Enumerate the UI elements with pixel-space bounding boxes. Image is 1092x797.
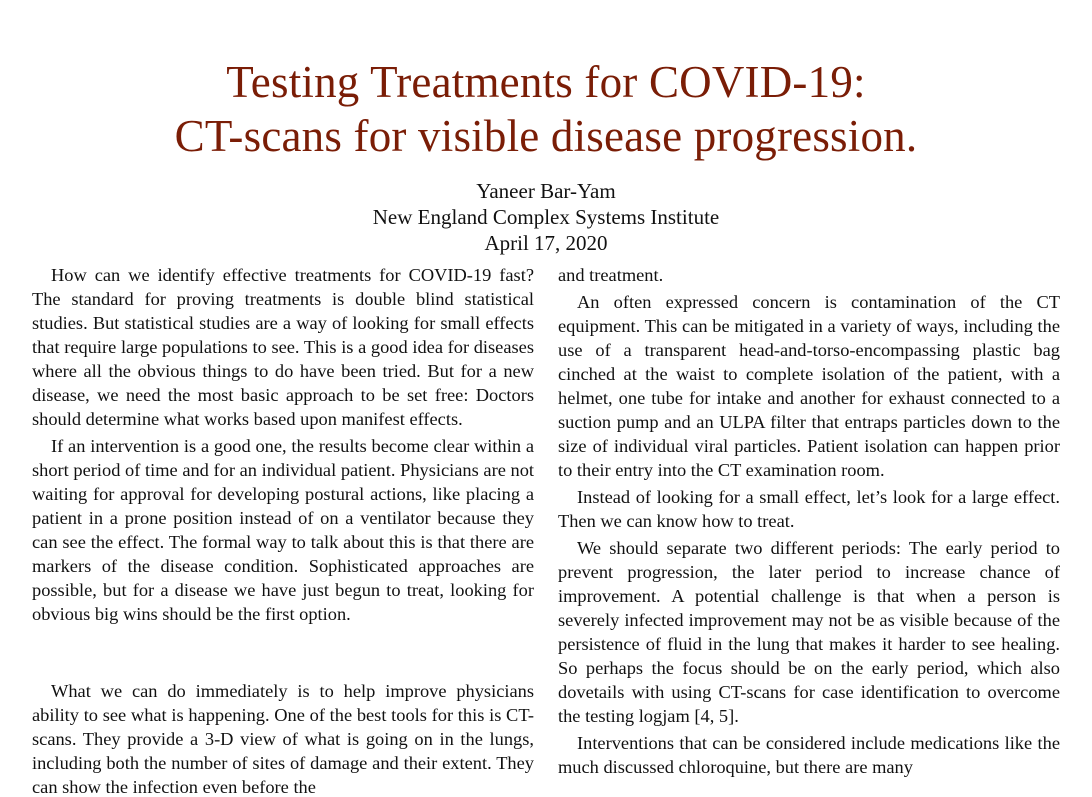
left-paragraph-1: How can we identify effective treatments for COVID-19 fast? The standard for proving treatments is double blind statistical studies. But statistical studies are a way of looking for small effects that require large populations to see. This is a good idea for diseases where all the obvious things to do have been tried. But for a new disease, we need the most basic approach to be set free: Doctors should determine what works based upon manifest effects.	[32, 265, 534, 429]
left-column-top	[32, 263, 534, 665]
right-column-clip	[558, 263, 1060, 797]
right-paragraph-2: Instead of looking for a small effect, let’s look for a large effect. Then we can know how to treat.	[558, 487, 1060, 531]
left-column-continued	[32, 679, 534, 797]
right-paragraph-0: and treatment.	[558, 265, 664, 285]
right-column	[558, 263, 1060, 779]
left-column-bottom	[32, 679, 534, 797]
right-paragraph-1: An often expressed concern is contamination of the CT equipment. This can be mitigated in a variety of ways, including the use of a transparent head-and-torso-encompassing plastic bag cinched at the waist to complete isolation of the patient, with a helmet, one tube for intake and another for exhaust connected to a suction pump and an ULPA filter that entraps particles down to the size of individual viral particles. Patient isolation can happen prior to their entry into the CT examination room.	[558, 292, 1060, 480]
left-paragraph-2: If an intervention is a good one, the results become clear within a short period of time and for an individual patient. Physicians are not waiting for approval for developing postural actions, like placing a patient in a prone position instead of on a ventilator because they can see the effect. The formal way to talk about this is that there are markers of the disease condition. Sophisticated approaches are possible, but for a disease we have just begun to treat, looking for obvious big wins should be the first option.	[32, 436, 534, 624]
right-paragraph-3: We should separate two different periods: The early period to prevent progression, the later period to increase chance of improvement. A potential challenge is that when a person is severely infected improvement may not be as visible because of the persistence of fluid in the lung that makes it harder to see healing. So perhaps the focus should be on the early period, which also dovetails with using CT-scans for case identification to overcome the testing logjam [4, 5].	[558, 538, 1060, 726]
author-name: Yaneer Bar-Yam	[476, 179, 616, 203]
paper-title	[0, 55, 1092, 163]
author-affiliation: New England Complex Systems Institute	[372, 205, 720, 229]
right-paragraph-4: Interventions that can be considered include medications like the much discussed chloroquine, but there are many	[558, 733, 1060, 777]
title-line-2: CT-scans for visible disease progression.	[174, 111, 918, 161]
title-line-1: Testing Treatments for COVID-19:	[226, 57, 866, 107]
author-block	[0, 178, 1092, 256]
publication-date: April 17, 2020	[484, 231, 608, 255]
left-column	[32, 263, 534, 626]
left-paragraph-3: What we can do immediately is to help improve physicians ability to see what is happening. One of the best tools for this is CT-scans. They provide a 3-D view of what is going on in the lungs, including both the number of sites of damage and their extent. They can show the infection even before the	[32, 681, 534, 797]
